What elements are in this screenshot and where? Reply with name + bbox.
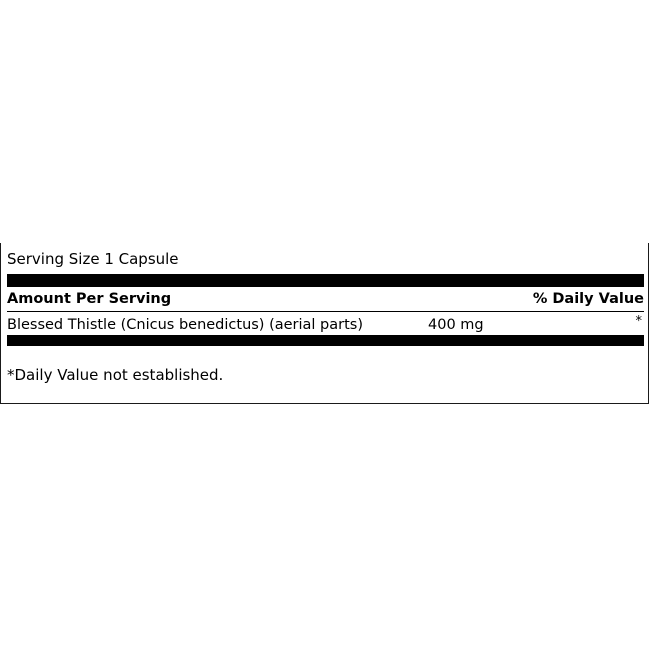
ingredient-daily-value: * [635,314,642,329]
thick-divider-top [7,274,644,287]
daily-value-header: % Daily Value [532,291,644,307]
ingredient-row [7,316,644,334]
footnote: *Daily Value not established. [7,366,224,384]
amount-per-serving-header: Amount Per Serving [7,291,172,307]
thin-divider [7,311,644,312]
thick-divider-bottom [7,335,644,346]
ingredient-name: Blessed Thistle (Cnicus benedictus) (aerial parts) [7,317,364,333]
ingredient-amount: 400 mg [428,317,484,333]
serving-size: Serving Size 1 Capsule [7,250,179,268]
column-header-row [7,290,644,308]
supplement-facts-panel [0,243,649,404]
